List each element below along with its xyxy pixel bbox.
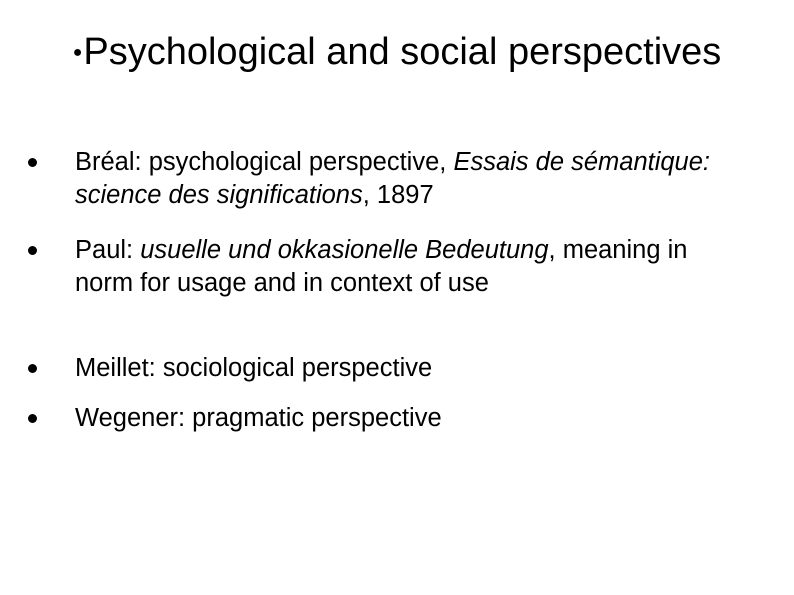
item-text: Bréal: psychological perspective, <box>75 148 454 176</box>
bullet-icon <box>28 158 37 167</box>
item-text: Paul: <box>75 236 141 264</box>
item-text-italic: usuelle und okkasionelle Bedeutung <box>140 236 549 264</box>
bullet-icon <box>28 246 37 255</box>
list-item-breal <box>75 146 715 212</box>
bullet-icon <box>28 414 37 423</box>
slide-title-text: Psychological and social perspectives <box>83 31 722 73</box>
list-item-paul <box>75 234 715 300</box>
list-item-meillet <box>75 352 715 385</box>
item-text: Meillet: sociological perspective <box>75 354 433 382</box>
title-bullet-icon: ● <box>72 43 83 61</box>
bullet-icon <box>28 364 37 373</box>
item-text-italic: Essais de sémantique: science des significations <box>75 148 711 209</box>
list-item-wegener <box>75 402 715 435</box>
item-text: , 1897 <box>362 181 434 209</box>
item-text: Wegener: pragmatic perspective <box>75 404 442 432</box>
slide-title <box>0 30 794 75</box>
item-text: , meaning in norm for usage and in context of use <box>75 236 688 297</box>
